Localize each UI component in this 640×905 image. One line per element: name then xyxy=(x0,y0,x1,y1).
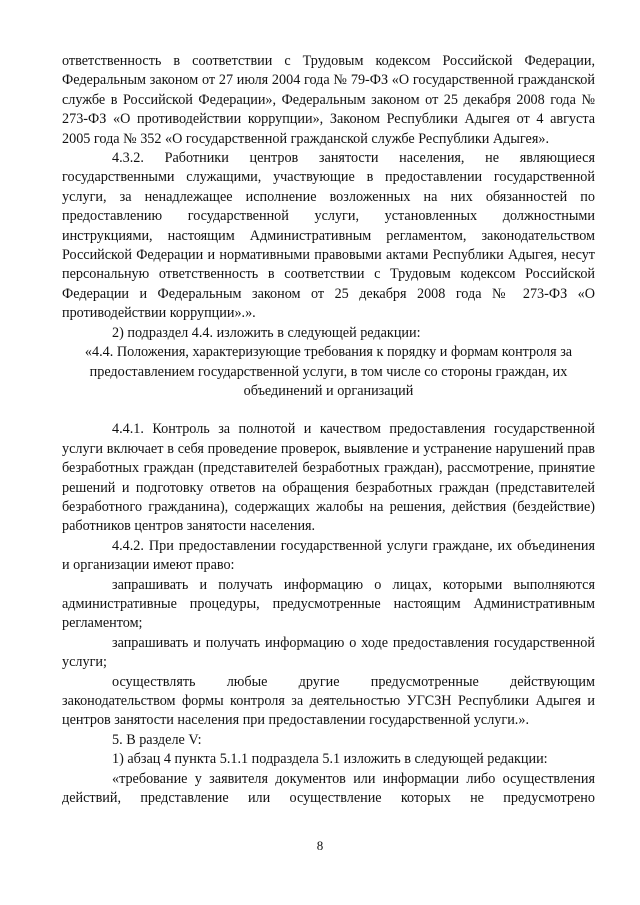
paragraph-continuation: ответственность в соответствии с Трудовым кодексом Российской Федерации, Федеральным законом от 27 июля 2004 года № 79-ФЗ «О государственной гражданской службе в Российской Федерации», Федеральным законом от 25 декабря 2008 года № 273-ФЗ «О противодействии коррупции», Законом Республики Адыгея от 4 августа 2005 года № 352 «О государственной гражданской службе Республики Адыгея». xyxy=(62,53,595,147)
list-item-request-info-progress: запрашивать и получать информацию о ходе предоставления государственной услуги; xyxy=(62,634,595,671)
document-page xyxy=(62,52,595,808)
page-number: 8 xyxy=(316,838,324,853)
section-heading-4-4: «4.4. Положения, характеризующие требования к порядку и формам контроля за предоставлением государственной услуги, в том числе со стороны граждан, их объединений и организаций xyxy=(84,344,573,399)
list-item-other-control: осуществлять любые другие предусмотренные действующим законодательством формы контроля за деятельностью УГСЗН Республики Адыгея и центров занятости населения при предоставлении государственной услуги.». xyxy=(62,673,595,729)
paragraph-4-4-2: 4.4.2. При предоставлении государственной услуги граждане, их объединения и организации имеют право: xyxy=(62,537,595,574)
paragraph-5-1-1-intro: 1) абзац 4 пункта 5.1.1 подраздела 5.1 изложить в следующей редакции: xyxy=(112,751,548,768)
paragraph-4-3-2: 4.3.2. Работники центров занятости населения, не являющиеся государственными служащими, участвующие в предоставлении государственной услуги, за ненадлежащее исполнение возложенных на них обязанностей по предоставлению государственной услуги, установленных должностными инструкциями, настоящим Административным регламентом, законодательством Российской Федерации и нормативными правовыми актами Республики Адыгея, несут персональную ответственность в соответствии с Трудовым кодексом Российской Федерации и Федеральным законом от 25 декабря 2008 года № 273-ФЗ «О противодействии коррупции».». xyxy=(62,150,595,322)
paragraph-4-4-1: 4.4.1. Контроль за полнотой и качеством предоставления государственной услуги включает в себя проведение проверок, выявление и устранение нарушений прав безработных граждан (представителей безработных граждан), рассмотрение, принятие решений и подготовку ответов на обращения безработных граждан (представителей безработного гражданина), содержащих жалобы на решения, действия (бездействие) работников центров занятости населения. xyxy=(62,421,595,535)
paragraph-section-v: 5. В разделе V: xyxy=(112,731,202,748)
paragraph-subsection-4-4-intro: 2) подраздел 4.4. изложить в следующей редакции: xyxy=(112,324,421,341)
spacer xyxy=(62,401,595,420)
list-item-request-info-persons: запрашивать и получать информацию о лицах, которыми выполняются административные процедуры, предусмотренные настоящим Административным регламентом; xyxy=(62,576,595,632)
paragraph-quote-requirement: «требование у заявителя документов или информации либо осуществления действий, представление или осуществление которых не предусмотрено xyxy=(62,770,595,807)
